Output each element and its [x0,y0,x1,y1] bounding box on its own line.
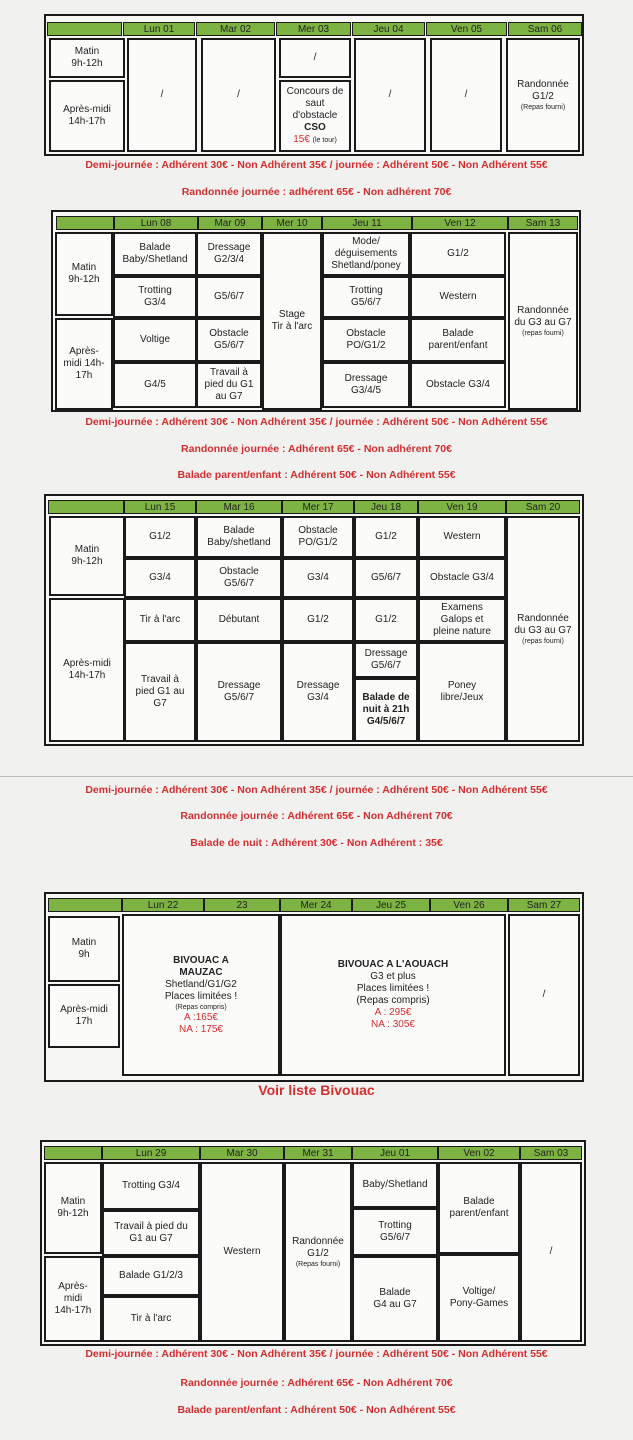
week4-mauzac-note: (Repas compris) [175,1003,227,1011]
week2-ven-slot-text: parent/enfant [428,340,488,351]
week1-hdr-day [276,22,351,36]
week3-mer-slot-text: G3/4 [307,572,329,583]
week2-lun-slot [113,362,197,408]
week4-hdr-day [430,898,508,912]
week1-apm [49,80,125,152]
week2-jeu-slot-text: Obstacle [346,328,386,339]
week5-lun-slot [102,1296,200,1342]
week5-ven-slot [438,1162,520,1254]
week5-lun-slot-text: Balade G1/2/3 [119,1270,183,1281]
week3-mar-slot-text: Dressage [217,680,261,691]
week3-ven-slot-text: Western [443,531,481,542]
week2-jeu-slot-text: PO/G1/2 [346,340,386,351]
week1-matin [49,38,125,78]
week2-sam-text: Randonnée [517,304,569,316]
week3-hdr-label: Sam 20 [525,501,561,513]
week2-jeu-slot-text: Trotting [349,285,383,296]
week3-price-line: Demi-journée : Adhérent 30€ - Non Adhérent 35€ / journée : Adhérent 50€ - Non Adhérent 55€ [85,784,548,796]
week3-ven-slot [418,516,506,558]
week3-jeu-slot [354,642,418,678]
week4-hdr-day [122,898,204,912]
week2-ven-slot-text: Obstacle G3/4 [426,379,490,390]
week3-mer-slot [282,598,354,642]
week2-hdr-day [114,216,198,230]
week2-hdr-label: Sam 13 [525,217,561,229]
week5-apm [44,1256,102,1342]
week1-price-line: Demi-journée : Adhérent 30€ - Non Adhérent 35€ / journée : Adhérent 50€ - Non Adhérent 55€ [85,159,548,171]
week1-hdr-label: Jeu 04 [373,23,404,35]
week3-mer-slot-text: PO/G1/2 [298,537,338,548]
week4-hdr-day [280,898,352,912]
week1-hdr-day [352,22,425,36]
week3-jeu-night-text: nuit à 21h [362,704,410,715]
week4-hdr-day [352,898,430,912]
week3-mar-slot [196,598,282,642]
week2-jeu-slot-text: G3/4/5 [350,385,382,396]
week2-mar-slot [196,362,262,408]
week2-matin-text: Matin [71,262,97,273]
week3-mar-slot-text: Obstacle [219,566,259,577]
week1-hdr-day [426,22,507,36]
week2-hdr-day [412,216,508,230]
week2-mar-slot [196,318,262,362]
week2-matin-text: 9h-12h [68,274,100,285]
week2-apm-text: Après- [69,346,99,357]
week4-hdr-day [204,898,280,912]
week3-mar-slot-text: G5/6/7 [223,578,255,589]
week2-lun-slot-text: G3/4 [144,297,166,308]
week3-ven-slot-text: Obstacle G3/4 [430,572,494,583]
week1-mer-bottom [279,80,351,152]
week3-hdr-day [506,500,580,514]
week2-hdr-label: Mar 09 [214,217,246,229]
week5-price-line: Balade parent/enfant : Adhérent 50€ - Non Adhérent 55€ [177,1404,456,1416]
week2-jeu-slot [322,362,410,408]
week5-apm-text: Après- [58,1281,88,1292]
week4-hdr-label: Mer 24 [300,899,332,911]
week1-sam-text: Randonnée [517,78,569,90]
week4-aouach-line: Places limitées ! [356,983,430,994]
week5-hdr-day [284,1146,352,1160]
week3-lun-slot [124,642,196,742]
week5-hdr-day [520,1146,582,1160]
week3-matin-text: 9h-12h [71,556,103,567]
week3-sam [506,516,580,742]
week4-hdr-label: Sam 27 [526,899,562,911]
week3-ven-slot-text: Galops et [440,614,484,625]
week1-apm-text: Après-midi [63,104,111,115]
week3-jeu-slot-text: Dressage [364,648,408,659]
week2-sam-text: du G3 au G7 [514,316,572,328]
week5-lun-slot-text: Trotting G3/4 [122,1180,180,1191]
week5-hdr-day [438,1146,520,1160]
week3-ven-slot [418,598,506,642]
week5-mar [200,1162,284,1342]
week2-jeu-slot [322,276,410,318]
week3-mer-slot-text: G3/4 [307,692,329,703]
week1-hdr-label: Mar 02 [219,23,252,35]
week3-jeu-slot-text: G1/2 [375,531,397,542]
week2-mar-slot-text: G5/6/7 [213,291,245,302]
week3-ven-slot [418,558,506,598]
week4-aouach-price: NA : 305€ [371,1019,415,1030]
week4-hdr-label: 23 [236,899,248,911]
week4-hdr-label: Lun 22 [147,899,179,911]
week3-jeu-night-text: G4/5/6/7 [366,716,406,727]
week1-lun-text: / [160,89,164,100]
week2-price-line: Demi-journée : Adhérent 30€ - Non Adhérent 35€ / journée : Adhérent 50€ - Non Adhérent 55€ [85,416,548,428]
week4-bivouac-mauzac [122,914,280,1076]
week4-matin [48,916,120,982]
week3-lun-slot [124,558,196,598]
week4-hdr-label: Ven 26 [453,899,485,911]
week5-lun-slot-text: G1 au G7 [129,1233,173,1244]
week5-ven-slot-text: Pony-Games [449,1298,509,1309]
week3-jeu-slot-text: G5/6/7 [370,572,402,583]
week5-mer-note: (Repas fourni) [295,1260,341,1268]
week3-lun-slot-text: G1/2 [149,531,171,542]
week2-mar-slot [196,232,262,276]
week1-hdr-label: Mer 03 [297,23,330,35]
week5-jeu-slot [352,1256,438,1342]
week3-hdr-day [124,500,196,514]
week4-apm-text: 17h [75,1016,93,1027]
week3-sam-text: Randonnée [517,612,569,624]
week5-ven-slot-text: parent/enfant [449,1208,509,1219]
week1-ven [430,38,502,152]
week3-mar-slot [196,516,282,558]
week1-apm-text: 14h-17h [68,116,106,127]
week3-hdr-label: Mer 17 [302,501,334,513]
week2-hdr-day [198,216,262,230]
week3-jeu-night-text: Balade de [362,692,410,703]
week4-aouach-line: G3 et plus [370,971,416,982]
week2-hdr-label: Jeu 11 [352,217,382,229]
week3-hdr-day [196,500,282,514]
week5-lun-slot-text: Travail à pied du [114,1221,188,1232]
week3-hdr-label: Mar 16 [223,501,255,513]
week1-hdr-corner [47,22,122,36]
week2-jeu-slot [322,232,410,276]
week1-hdr-day [123,22,195,36]
week2-mar-slot-text: au G7 [215,391,243,402]
week4-mauzac-price: A :165€ [184,1011,218,1023]
week5-hdr-label: Mar 30 [226,1147,258,1159]
week5-jeu-slot-text: Trotting [378,1220,412,1231]
week5-matin-text: 9h-12h [57,1208,89,1219]
week5-apm-text: 14h-17h [54,1305,92,1316]
week1-hdr-label: Ven 05 [450,23,483,35]
week1-cso: CSO [304,122,326,133]
week5-hdr-label: Lun 29 [135,1147,167,1159]
week5-hdr-label: Sam 03 [533,1147,569,1159]
week3-lun-slot [124,516,196,558]
week1-cso-price-wrap [293,134,337,146]
week3-mar-slot-text: Baby/shetland [207,537,271,548]
week2-mer-stage-text: Stage [278,309,306,320]
week3-jeu-slot-text: G5/6/7 [370,660,402,671]
week5-lun-slot-text: Tir à l'arc [130,1313,172,1324]
week2-price-line: Randonnée journée : Adhérent 65€ - Non adhérent 70€ [181,443,452,455]
week3-lun-slot [124,598,196,642]
week3-lun-slot-text: pied G1 au [135,686,185,697]
week2-matin [55,232,113,316]
week3-jeu-slot [354,598,418,642]
week3-matin-text: Matin [74,544,100,555]
week5-jeu-slot [352,1162,438,1208]
week3-sam-note: (repas fourni) [522,637,564,645]
week1-mer-bottom-text: d'obstacle [292,110,338,121]
week1-matin-text: Matin [74,46,100,57]
week2-ven-slot-text: Western [439,291,477,302]
week2-jeu-slot-text: Dressage [344,373,388,384]
week2-lun-slot-text: Voltige [139,334,171,345]
week1-price-line: Randonnée journée : adhérent 65€ - Non adhérent 70€ [181,186,452,198]
week1-mer-bottom-text: Concours de [286,86,344,97]
week2-hdr-label: Mer 10 [276,217,308,229]
week5-lun-slot [102,1256,200,1296]
week3-ven-slot-text: libre/Jeux [440,692,484,703]
week4-matin-text: Matin [71,937,97,948]
week1-matin-text: 9h-12h [71,58,103,69]
week1-sam-text: G1/2 [532,90,554,102]
week2-sam [508,232,578,410]
week5-lun-slot [102,1162,200,1210]
week5-mar-text: Western [223,1246,261,1257]
week2-jeu-slot-text: Shetland/poney [331,260,401,271]
week5-ven-slot-text: Balade [463,1196,495,1207]
week4-mauzac-price: NA : 175€ [179,1023,223,1035]
week3-mer-slot-text: G1/2 [307,614,329,625]
week1-hdr-day [196,22,275,36]
week3-mer-slot [282,558,354,598]
week4-apm-text: Après-midi [60,1004,108,1015]
week3-ven-slot-text: Examens [441,602,483,613]
week4-hdr-label: Jeu 25 [375,899,407,911]
week1-lun [127,38,197,152]
week3-apm [49,598,125,742]
week1-ven-text: / [464,89,468,100]
week1-jeu [354,38,426,152]
week2-mar-slot-text: Travail à [210,367,248,378]
week2-mer-stage-text: Tir à l'arc [271,321,313,332]
week2-ven-slot [410,232,506,276]
week1-sam [506,38,580,152]
week3-ven-slot-text: Poney [447,680,477,691]
week4-hdr-day [508,898,580,912]
week3-mer-slot [282,516,354,558]
week2-hdr-corner [56,216,114,230]
week2-price-line: Balade parent/enfant : Adhérent 50€ - Non Adhérent 55€ [177,469,456,481]
week2-lun-slot-text: Baby/Shetland [122,254,188,265]
week3-lun-slot-text: Travail à [141,674,179,685]
section-separator [0,776,633,777]
week4-aouach-title: BIVOUAC A L'AOUACH [337,959,449,970]
week2-mar-slot-text: G2/3/4 [213,254,245,265]
week5-hdr-label: Jeu 01 [379,1147,411,1159]
week1-sam-note: (Repas fourni) [520,103,566,111]
week4-aouach-line: (Repas compris) [356,995,430,1006]
week3-lun-slot-text: G7 [153,698,167,709]
week1-mar-text: / [237,89,240,100]
week3-jeu-slot [354,516,418,558]
week3-price-line: Balade de nuit : Adhérent 30€ - Non Adhérent : 35€ [190,837,443,849]
week5-ven-slot-text: Voltige/ [462,1286,496,1297]
week3-matin [49,516,125,596]
week5-hdr-day [200,1146,284,1160]
week5-hdr-corner [44,1146,102,1160]
week5-jeu-slot-text: G4 au G7 [373,1299,417,1310]
week3-hdr-corner [48,500,124,514]
week2-mar-slot-text: Dressage [207,242,251,253]
week3-ven-slot-text: pleine nature [433,626,491,637]
week5-hdr-label: Mer 31 [302,1147,334,1159]
week2-mar-slot-text: pied du G1 [204,379,254,390]
week3-jeu-slot-text: G1/2 [375,614,397,625]
week5-jeu-slot-text: Baby/Shetland [362,1179,428,1190]
week1-mar [201,38,276,152]
week4-sam [508,914,580,1076]
week2-lun-slot [113,232,197,276]
week3-price-line: Randonnée journée : Adhérent 65€ - Non Adhérent 70€ [180,810,453,822]
week2-mer-stage [262,232,322,410]
week5-mer [284,1162,352,1342]
week3-ven-slot [418,642,506,742]
week3-jeu-slot [354,558,418,598]
week4-hdr-corner [48,898,122,912]
week1-hdr-label: Lun 01 [143,23,175,35]
week5-jeu-slot-text: G5/6/7 [379,1232,411,1243]
week3-sam-text: du G3 au G7 [514,624,572,636]
week2-ven-slot [410,362,506,408]
week5-jeu-slot-text: Balade [379,1287,411,1298]
week3-hdr-day [282,500,354,514]
week3-lun-slot-text: Tir à l'arc [139,614,181,625]
week3-mar-slot-text: Débutant [218,614,260,625]
week2-mar-slot [196,276,262,318]
week5-matin-text: Matin [60,1196,86,1207]
week2-ven-slot [410,276,506,318]
week2-jeu-slot-text: G5/6/7 [350,297,382,308]
week3-lun-slot-text: G3/4 [149,572,171,583]
week2-jeu-slot-text: Mode/ [352,236,380,247]
week1-hdr-label: Sam 06 [527,23,563,35]
week5-jeu-slot [352,1208,438,1256]
week3-hdr-label: Ven 19 [446,501,478,513]
week4-bivouac-aouach [280,914,506,1076]
week1-mer-top-text: / [313,52,317,63]
week5-mer-text: Randonnée [292,1235,344,1247]
week3-hdr-day [418,500,506,514]
week2-hdr-day [262,216,322,230]
week5-price-line: Demi-journée : Adhérent 30€ - Non Adhérent 35€ / journée : Adhérent 50€ - Non Adhérent 55€ [85,1348,548,1360]
week4-sam-text: / [542,989,546,1000]
week4-mauzac-line: Shetland/G1/G2 [165,978,237,990]
week2-jeu-slot-text: déguisements [334,248,398,259]
voir-liste-bivouac-link[interactable]: Voir liste Bivouac [258,1082,375,1098]
week2-mar-slot-text: G5/6/7 [213,340,245,351]
week2-hdr-label: Lun 08 [140,217,172,229]
week2-ven-slot [410,318,506,362]
week2-ven-slot-text: Balade [442,328,474,339]
week3-mar-slot [196,642,282,742]
week2-hdr-day [508,216,578,230]
week3-mer-slot-text: Dressage [296,680,340,691]
week2-lun-slot [113,318,197,362]
week3-hdr-day [354,500,418,514]
week3-mar-slot-text: G5/6/7 [223,692,255,703]
week4-mauzac-line: Places limitées ! [164,990,238,1002]
week3-mar-slot [196,558,282,598]
week2-ven-slot-text: G1/2 [447,248,469,259]
week2-lun-slot-text: Balade [139,242,171,253]
week1-hdr-day [508,22,582,36]
week2-hdr-day [322,216,412,230]
week3-mer-slot-text: Obstacle [298,525,338,536]
week3-mer-slot [282,642,354,742]
week5-hdr-label: Ven 02 [463,1147,495,1159]
week5-hdr-day [102,1146,200,1160]
week5-ven-slot [438,1254,520,1342]
week1-cso-price: 15€ [293,134,313,145]
week2-hdr-label: Ven 12 [444,217,476,229]
week2-mar-slot-text: Obstacle [209,328,249,339]
week1-mer-bottom-text: saut [305,98,325,109]
week3-jeu-night [354,678,418,742]
week4-aouach-price: A : 295€ [374,1007,412,1018]
week5-price-line: Randonnée journée : Adhérent 65€ - Non Adhérent 70€ [180,1377,453,1389]
week5-sam-text: / [549,1246,553,1257]
week2-lun-slot [113,276,197,318]
week4-mauzac-title: BIVOUAC A [173,954,229,966]
week4-apm [48,984,120,1048]
week4-matin-text: 9h [78,949,90,960]
week3-mar-slot-text: Balade [223,525,255,536]
week5-sam [520,1162,582,1342]
week5-hdr-day [352,1146,438,1160]
week1-mer-top [279,38,351,78]
week2-jeu-slot [322,318,410,362]
week2-apm-text: midi 14h- [63,358,105,369]
week3-hdr-label: Jeu 18 [370,501,402,513]
week3-apm-text: Après-midi [63,658,111,669]
week2-sam-note: (repas fourni) [522,329,564,337]
week5-mer-text: G1/2 [307,1247,329,1259]
week1-jeu-text: / [388,89,392,100]
week5-lun-slot [102,1210,200,1256]
week2-lun-slot-text: Trotting [138,285,172,296]
week5-apm-text: midi [63,1293,83,1304]
week3-hdr-label: Lun 15 [144,501,176,513]
week4-mauzac-title: MAUZAC [179,966,223,978]
week2-lun-slot-text: G4/5 [144,379,166,390]
week2-apm-text: 17h [75,370,93,381]
week5-matin [44,1162,102,1254]
week1-cso-price-note: (le tour) [312,137,337,144]
week2-apm [55,318,113,410]
week3-apm-text: 14h-17h [68,670,106,681]
